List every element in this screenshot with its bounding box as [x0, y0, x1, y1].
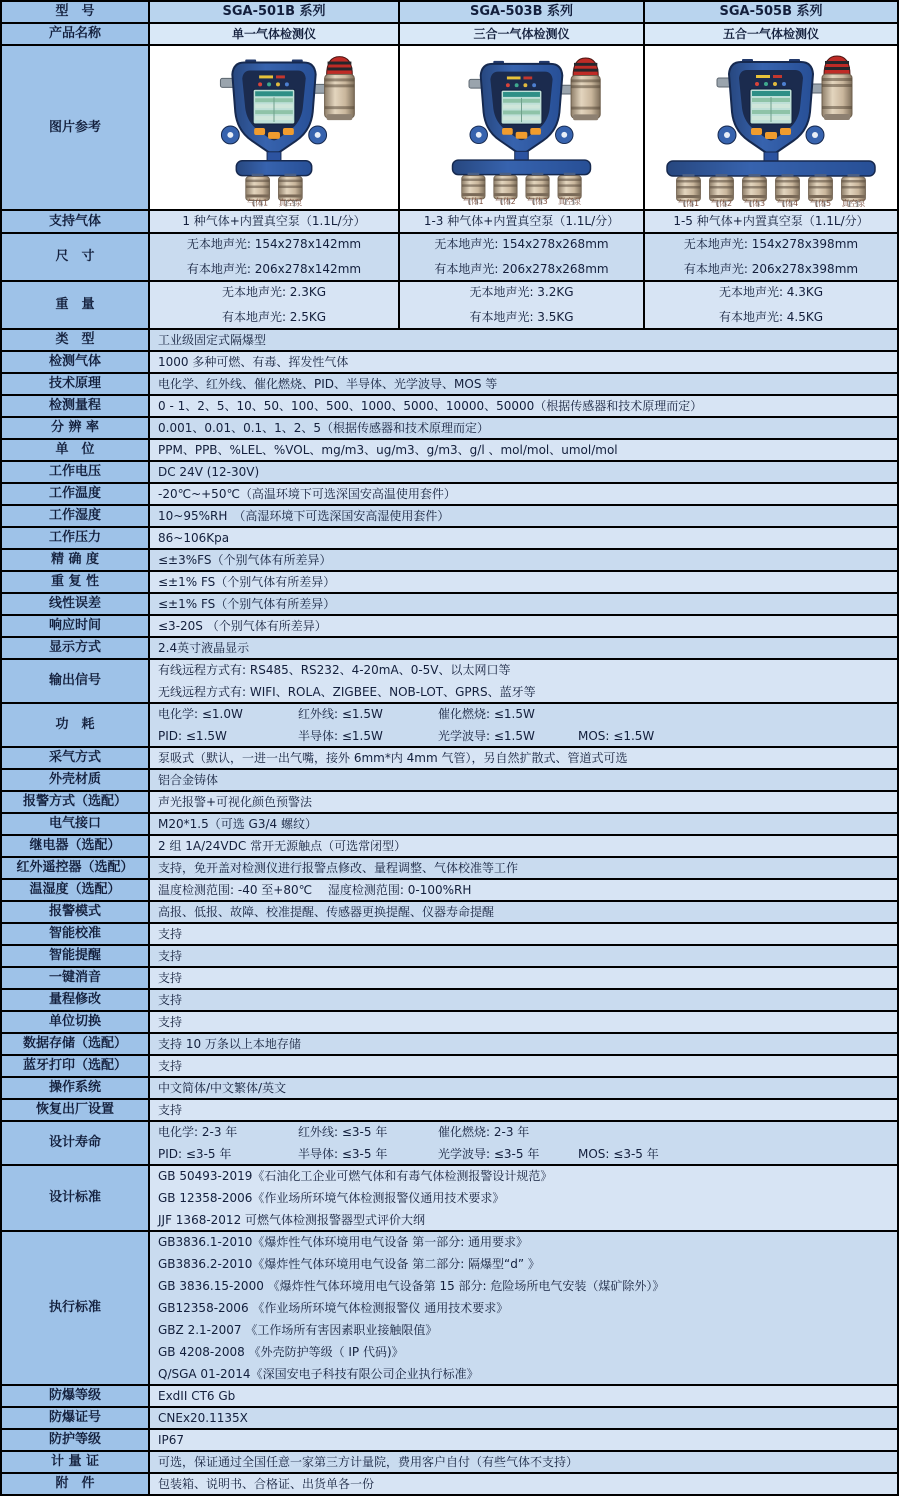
spec-line: 支持 [158, 971, 183, 985]
spec-line: 支持 [158, 1015, 183, 1029]
spec-value-range_modify [150, 990, 899, 1012]
spec-value-size-2 [645, 234, 899, 282]
row-label-unit: 单 位 [2, 440, 150, 462]
spec-value-bt_print [150, 1056, 899, 1078]
spec-value-gases-0 [150, 211, 400, 234]
spec-line: 支持 [158, 1103, 183, 1117]
sensor-label: 气体2 [710, 198, 733, 208]
spec-line: 无线远程方式有: WIFI、ROLA、ZIGBEE、NOB-LOT、GPRS、蓝牙等 [158, 685, 536, 699]
row-label-electrical_port: 电气接口 [2, 814, 150, 836]
row-label-gases: 支持气体 [2, 211, 150, 234]
spec-line: GB3836.2-2010《爆炸性气体环境用电气设备 第二部分: 隔爆型“d” 》 [158, 1257, 540, 1271]
spec-segment: 电化学: ≤1.0W [158, 707, 243, 721]
spec-value-ex_grade [150, 1386, 899, 1408]
spec-line: 1-3 种气体+内置真空泵（1.1L/分） [423, 214, 620, 228]
spec-value-principle [150, 374, 899, 396]
spec-value-metrology [150, 1452, 899, 1474]
row-label-power: 功 耗 [2, 704, 150, 748]
spec-value-resolution [150, 418, 899, 440]
spec-value-weight-1 [400, 282, 645, 330]
spec-line: 10~95%RH （高湿环境下可选深国安高湿使用套件） [158, 509, 450, 523]
spec-segment: 电化学: 2-3 年 [158, 1125, 238, 1139]
spec-line [158, 705, 891, 723]
spec-line: 温度检测范围: -40 至+80℃ 湿度检测范围: 0-100%RH [158, 883, 472, 897]
product-name-2: 五合一气体检测仪 [645, 24, 899, 46]
spec-line: 无本地声光: 2.3KG [221, 285, 327, 299]
row-label-sampling: 采气方式 [2, 748, 150, 770]
spec-value-relay [150, 836, 899, 858]
spec-value-voltage [150, 462, 899, 484]
spec-value-electrical_port [150, 814, 899, 836]
row-label-product_name: 产品名称 [2, 24, 150, 46]
row-label-ex_cert: 防爆证号 [2, 1408, 150, 1430]
spec-value-design_std [150, 1166, 899, 1232]
spec-line: 支持 [158, 1059, 183, 1073]
spec-value-temp_humidity [150, 880, 899, 902]
spec-line: IP67 [158, 1433, 185, 1447]
spec-segment: PID: ≤3-5 年 [158, 1147, 232, 1161]
spec-line: 泵吸式（默认，一进一出气嘴，接外 6mm*内 4mm 气管），另自然扩散式、管道式可选 [158, 751, 628, 765]
row-label-linearity: 线性误差 [2, 594, 150, 616]
spec-line: GB12358-2006 《作业场所环境气体检测报警仪 通用技术要求》 [158, 1301, 509, 1315]
spec-value-factory_reset [150, 1100, 899, 1122]
spec-segment: MOS: ≤1.5W [578, 729, 655, 743]
row-label-range: 检测量程 [2, 396, 150, 418]
sensor-label: 真空泵 [278, 197, 303, 207]
spec-line: 2.4英寸液晶显示 [158, 641, 250, 655]
spec-value-power [150, 704, 899, 748]
row-label-pressure: 工作压力 [2, 528, 150, 550]
spec-line: GB 12358-2006《作业场所环境气体检测报警仪通用技术要求》 [158, 1191, 505, 1205]
spec-line: ExdII CT6 Gb [158, 1389, 236, 1403]
spec-value-lifespan [150, 1122, 899, 1166]
product-image-2 [645, 46, 899, 211]
row-label-principle: 技术原理 [2, 374, 150, 396]
spec-value-gas_detected [150, 352, 899, 374]
spec-line [158, 1145, 891, 1163]
spec-value-type [150, 330, 899, 352]
spec-value-smart_remind [150, 946, 899, 968]
model-header-2: SGA-505B 系列 [645, 2, 899, 24]
spec-segment: 红外线: ≤3-5 年 [298, 1125, 388, 1139]
spec-line: 有本地声光: 206x278x142mm [186, 262, 362, 276]
row-label-os: 操作系统 [2, 1078, 150, 1100]
row-label-size: 尺 寸 [2, 234, 150, 282]
spec-line: 0 - 1、2、5、10、50、100、500、1000、5000、10000、50000（根据传感器和技术原理而定） [158, 399, 703, 413]
row-label-type: 类 型 [2, 330, 150, 352]
spec-value-storage [150, 1034, 899, 1056]
spec-line: 1000 多种可燃、有毒、挥发性气体 [158, 355, 349, 369]
spec-line: 有本地声光: 3.5KG [469, 310, 574, 324]
spec-value-unit [150, 440, 899, 462]
row-label-alarm_mode: 报警方式（选配） [2, 792, 150, 814]
spec-value-ir_remote [150, 858, 899, 880]
spec-line: 1-5 种气体+内置真空泵（1.1L/分） [673, 214, 869, 228]
sensor-label: 气体3 [743, 198, 766, 208]
spec-value-housing [150, 770, 899, 792]
row-label-temp: 工作温度 [2, 484, 150, 506]
spec-line: ≤±1% FS（个别气体有所差异） [158, 575, 336, 589]
spec-line: ≤3-20S （个别气体有所差异） [158, 619, 327, 633]
spec-value-output [150, 660, 899, 704]
spec-segment: PID: ≤1.5W [158, 729, 227, 743]
spec-line: 支持，免开盖对检测仪进行报警点修改、量程调整、气体校准等工作 [158, 861, 519, 875]
spec-line: ≤±3%FS（个别气体有所差异） [158, 553, 332, 567]
spec-line: 0.001、0.01、0.1、1、2、5（根据传感器和技术原理而定） [158, 421, 490, 435]
spec-value-ex_cert [150, 1408, 899, 1430]
gas-detector-illustration [150, 48, 398, 208]
spec-value-weight-0 [150, 282, 400, 330]
spec-segment: 光学波导: ≤3-5 年 [438, 1147, 540, 1161]
row-label-gas_detected: 检测气体 [2, 352, 150, 374]
product-image-0 [150, 46, 400, 211]
spec-line: Q/SGA 01-2014《深国安电子科技有限公司企业执行标准》 [158, 1367, 479, 1381]
spec-line: 中文简体/中文繁体/英文 [158, 1081, 287, 1095]
row-label-metrology: 计 量 证 [2, 1452, 150, 1474]
product-name-0: 单一气体检测仪 [150, 24, 400, 46]
spec-value-exec_std [150, 1232, 899, 1386]
spec-line: -20℃~+50℃（高温环境下可选深国安高温使用套件） [158, 487, 456, 501]
gas-detector-illustration [646, 48, 896, 208]
spec-segment: 红外线: ≤1.5W [298, 707, 383, 721]
spec-value-range [150, 396, 899, 418]
spec-line: PPM、PPB、%LEL、%VOL、mg/m3、ug/m3、g/m3、g/l 、mol/mol、umol/mol [158, 443, 618, 457]
spec-value-temp [150, 484, 899, 506]
spec-line: 2 组 1A/24VDC 常开无源触点（可选常闭型） [158, 839, 407, 853]
spec-value-response [150, 616, 899, 638]
spec-value-accessories [150, 1474, 899, 1496]
row-label-humidity: 工作湿度 [2, 506, 150, 528]
row-label-storage: 数据存储（选配） [2, 1034, 150, 1056]
spec-line: 有本地声光: 206x278x398mm [683, 262, 859, 276]
spec-line: 无本地声光: 154x278x268mm [434, 237, 609, 251]
row-label-housing: 外壳材质 [2, 770, 150, 792]
spec-line: 无本地声光: 154x278x142mm [186, 237, 362, 251]
spec-value-alarm_mode [150, 792, 899, 814]
spec-line: GB 4208-2008 《外壳防护等级（ IP 代码)》 [158, 1345, 404, 1359]
spec-line: 电化学、红外线、催化燃烧、PID、半导体、光学波导、MOS 等 [158, 377, 498, 391]
spec-line: CNEx20.1135X [158, 1411, 248, 1425]
spec-line: DC 24V (12-30V) [158, 465, 260, 479]
model-header-0: SGA-501B 系列 [150, 2, 400, 24]
spec-line: 有本地声光: 4.5KG [718, 310, 824, 324]
spec-segment: 半导体: ≤1.5W [298, 729, 383, 743]
spec-value-pressure [150, 528, 899, 550]
model-header-1: SGA-503B 系列 [400, 2, 645, 24]
spec-value-sampling [150, 748, 899, 770]
spec-line: 支持 10 万条以上本地存储 [158, 1037, 301, 1051]
spec-line: GB 50493-2019《石油化工企业可燃气体和有毒气体检测报警设计规范》 [158, 1169, 553, 1183]
spec-line: GB 3836.15-2000 《爆炸性气体环境用电气设备第 15 部分: 危险场所电气安装（煤矿除外）》 [158, 1279, 665, 1293]
row-label-repeatability: 重 复 性 [2, 572, 150, 594]
row-label-ip_grade: 防护等级 [2, 1430, 150, 1452]
row-label-relay: 继电器（选配） [2, 836, 150, 858]
spec-segment: 催化燃烧: ≤1.5W [438, 707, 535, 721]
row-label-factory_reset: 恢复出厂设置 [2, 1100, 150, 1122]
spec-value-gases-1 [400, 211, 645, 234]
spec-line [158, 727, 891, 745]
row-label-resolution: 分 辨 率 [2, 418, 150, 440]
row-label-accuracy: 精 确 度 [2, 550, 150, 572]
spec-line: 支持 [158, 949, 183, 963]
spec-line: 高报、低报、故障、校准提醒、传感器更换提醒、仪器寿命提醒 [158, 905, 495, 919]
row-label-model: 型 号 [2, 2, 150, 24]
row-label-voltage: 工作电压 [2, 462, 150, 484]
spec-value-ip_grade [150, 1430, 899, 1452]
row-label-accessories: 附 件 [2, 1474, 150, 1496]
row-label-ex_grade: 防爆等级 [2, 1386, 150, 1408]
row-label-mute: 一键消音 [2, 968, 150, 990]
spec-line: 包装箱、说明书、合格证、出货单各一份 [158, 1477, 375, 1491]
sensor-label: 真空泵 [557, 196, 582, 206]
row-label-weight: 重 量 [2, 282, 150, 330]
spec-segment: MOS: ≤3-5 年 [578, 1147, 659, 1161]
spec-line [158, 1123, 891, 1141]
spec-line: 有本地声光: 206x278x268mm [434, 262, 609, 276]
sensor-label: 气体5 [809, 198, 832, 208]
spec-value-mute [150, 968, 899, 990]
spec-value-accuracy [150, 550, 899, 572]
row-label-lifespan: 设计寿命 [2, 1122, 150, 1166]
spec-segment: 光学波导: ≤1.5W [438, 729, 535, 743]
spec-segment: 半导体: ≤3-5 年 [298, 1147, 388, 1161]
row-label-ir_remote: 红外遥控器（选配） [2, 858, 150, 880]
sensor-label: 真空泵 [841, 198, 866, 208]
spec-value-weight-2 [645, 282, 899, 330]
row-label-output: 输出信号 [2, 660, 150, 704]
spec-line: 无本地声光: 4.3KG [718, 285, 824, 299]
spec-line: 声光报警+可视化颜色预警法 [158, 795, 313, 809]
sensor-label: 气体4 [776, 198, 799, 208]
spec-value-repeatability [150, 572, 899, 594]
spec-value-humidity [150, 506, 899, 528]
spec-value-linearity [150, 594, 899, 616]
row-label-range_modify: 量程修改 [2, 990, 150, 1012]
spec-line: 工业级固定式隔爆型 [158, 333, 267, 347]
row-label-smart_remind: 智能提醒 [2, 946, 150, 968]
row-label-image: 图片参考 [2, 46, 150, 211]
product-name-1: 三合一气体检测仪 [400, 24, 645, 46]
sensor-label: 气体2 [495, 196, 516, 206]
spec-value-display [150, 638, 899, 660]
spec-segment: 催化燃烧: 2-3 年 [438, 1125, 530, 1139]
sensor-label: 气体1 [463, 196, 484, 206]
gas-detector-illustration [400, 48, 643, 208]
row-label-display: 显示方式 [2, 638, 150, 660]
spec-line: GB3836.1-2010《爆炸性气体环境用电气设备 第一部分: 通用要求》 [158, 1235, 529, 1249]
spec-value-smart_cal [150, 924, 899, 946]
spec-line: GBZ 2.1-2007 《工作场所有害因素职业接触限值》 [158, 1323, 438, 1337]
row-label-unit_switch: 单位切换 [2, 1012, 150, 1034]
row-label-response: 响应时间 [2, 616, 150, 638]
spec-line: 支持 [158, 993, 183, 1007]
spec-value-size-0 [150, 234, 400, 282]
row-label-temp_humidity: 温湿度（选配） [2, 880, 150, 902]
spec-value-gases-2 [645, 211, 899, 234]
sensor-label: 气体3 [527, 196, 548, 206]
product-image-1 [400, 46, 645, 211]
spec-line: 1 种气体+内置真空泵（1.1L/分） [182, 214, 366, 228]
row-label-bt_print: 蓝牙打印（选配） [2, 1056, 150, 1078]
row-label-exec_std: 执行标准 [2, 1232, 150, 1386]
spec-line: 有本地声光: 2.5KG [221, 310, 327, 324]
spec-value-alarm_modes [150, 902, 899, 924]
sensor-label: 气体1 [677, 198, 700, 208]
spec-line: 有线远程方式有: RS485、RS232、4-20mA、0-5V、以太网口等 [158, 663, 511, 677]
spec-line: 可选，保证通过全国任意一家第三方计量院，费用客户自付（有些气体不支持） [158, 1455, 579, 1469]
spec-line: ≤±1% FS（个别气体有所差异） [158, 597, 336, 611]
spec-line: 无本地声光: 3.2KG [469, 285, 574, 299]
spec-value-os [150, 1078, 899, 1100]
spec-line: JJF 1368-2012 可燃气体检测报警器型式评价大纲 [158, 1213, 426, 1227]
spec-line: 无本地声光: 154x278x398mm [683, 237, 859, 251]
sensor-label: 气体1 [247, 197, 269, 207]
spec-line: 86~106Kpa [158, 531, 230, 545]
spec-value-unit_switch [150, 1012, 899, 1034]
spec-line: 铝合金铸体 [158, 773, 219, 787]
row-label-alarm_modes: 报警模式 [2, 902, 150, 924]
spec-line: 支持 [158, 927, 183, 941]
spec-value-size-1 [400, 234, 645, 282]
row-label-smart_cal: 智能校准 [2, 924, 150, 946]
spec-line: M20*1.5（可选 G3/4 螺纹） [158, 817, 317, 831]
row-label-design_std: 设计标准 [2, 1166, 150, 1232]
